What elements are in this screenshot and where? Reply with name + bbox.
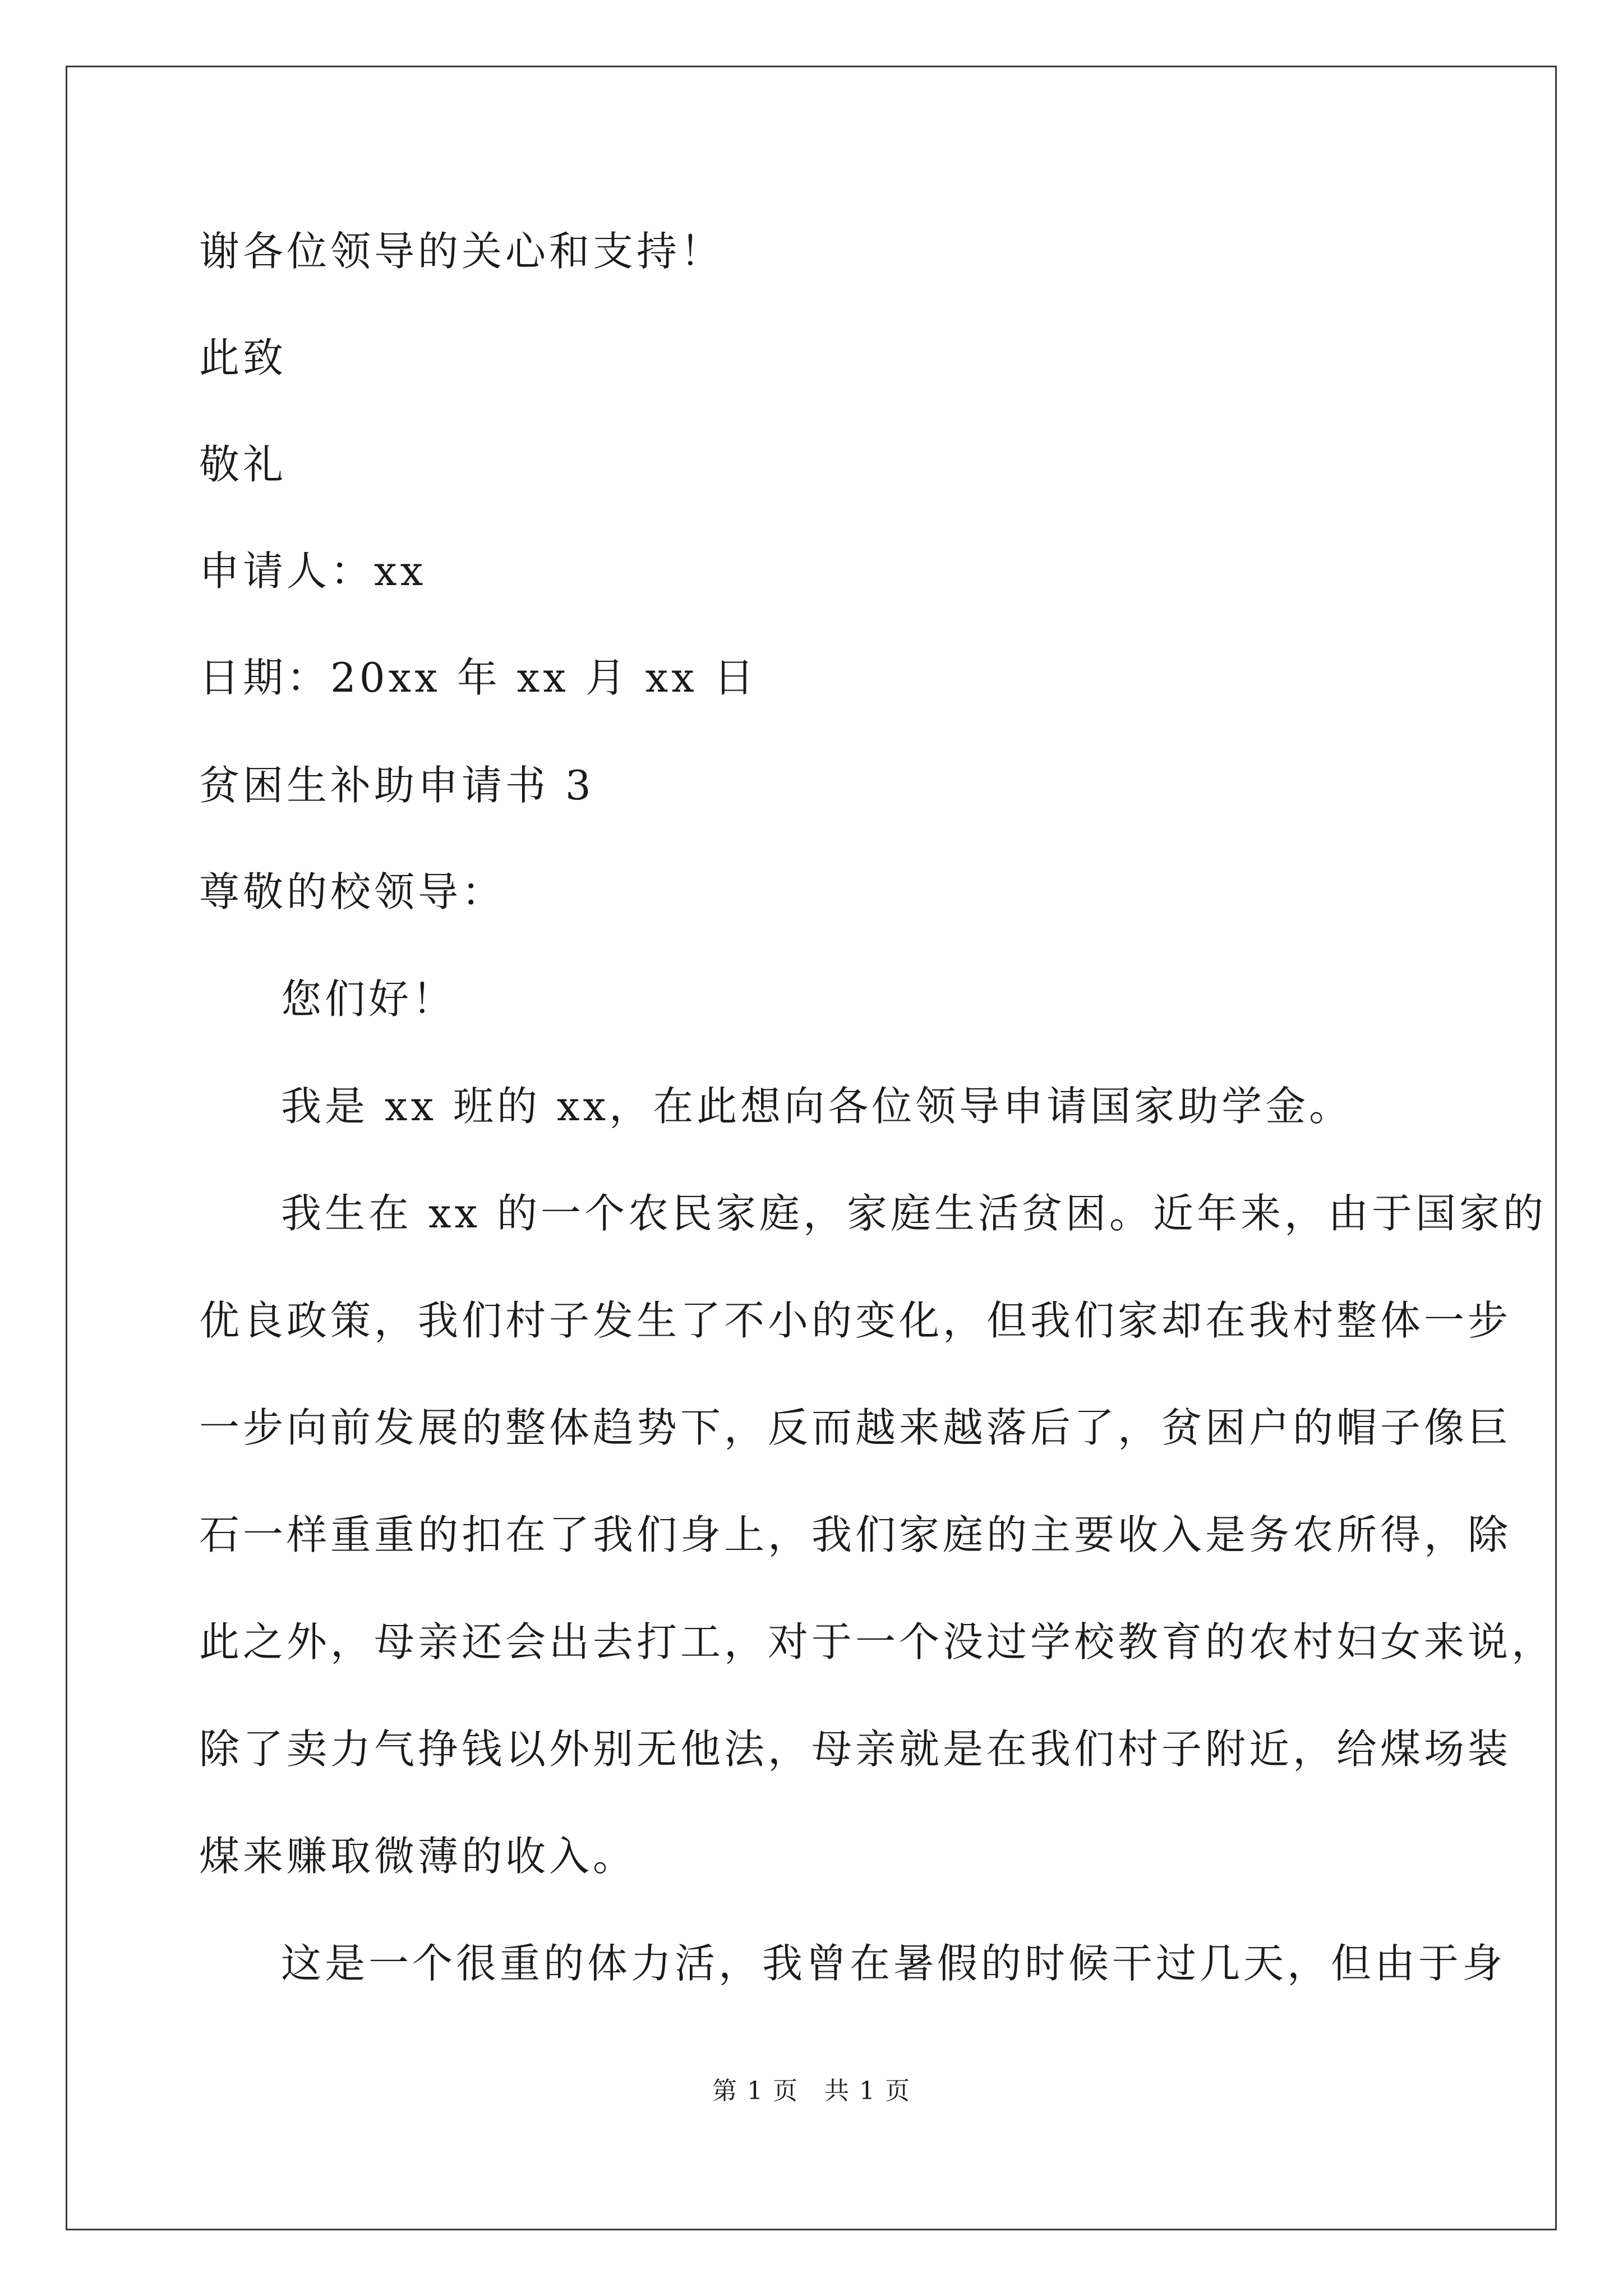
text-line: 敬礼 (199, 441, 287, 488)
paragraph-line: 此之外，母亲还会出去打工，对于一个没过学校教育的农村妇女来说， (199, 1618, 1556, 1665)
paragraph-line: 我是 xx 班的 xx，在此想向各位领导申请国家助学金。 (281, 1083, 1353, 1130)
paragraph-line: 一步向前发展的整体趋势下，反而越来越落后了，贫困户的帽子像巨 (199, 1404, 1512, 1451)
section-title: 贫困生补助申请书 3 (199, 762, 594, 809)
paragraph-line: 除了卖力气挣钱以外别无他法，母亲就是在我们村子附近，给煤场装 (199, 1726, 1512, 1773)
paragraph-line: 优良政策，我们村子发生了不小的变化，但我们家却在我村整体一步 (199, 1297, 1512, 1344)
paragraph-line: 煤来赚取微薄的收入。 (199, 1833, 637, 1880)
text-line: 此致 (199, 334, 287, 381)
greeting: 您们好！ (281, 976, 457, 1023)
text-line: 谢各位领导的关心和支持！ (199, 228, 725, 275)
page-border (66, 66, 1557, 2230)
paragraph-line: 我生在 xx 的一个农民家庭，家庭生活贫困。近年来，由于国家的 (281, 1190, 1547, 1237)
page-number: 第 1 页 共 1 页 (712, 2077, 911, 2105)
text-line: 申请人：xx (199, 547, 427, 595)
salutation: 尊敬的校领导： (199, 868, 506, 915)
paragraph-line: 这是一个很重的体力活，我曾在暑假的时候干过几天，但由于身 (281, 1940, 1506, 1987)
text-line: 日期：20xx 年 xx 月 xx 日 (199, 654, 758, 701)
paragraph-line: 石一样重重的扣在了我们身上，我们家庭的主要收入是务农所得，除 (199, 1511, 1512, 1558)
